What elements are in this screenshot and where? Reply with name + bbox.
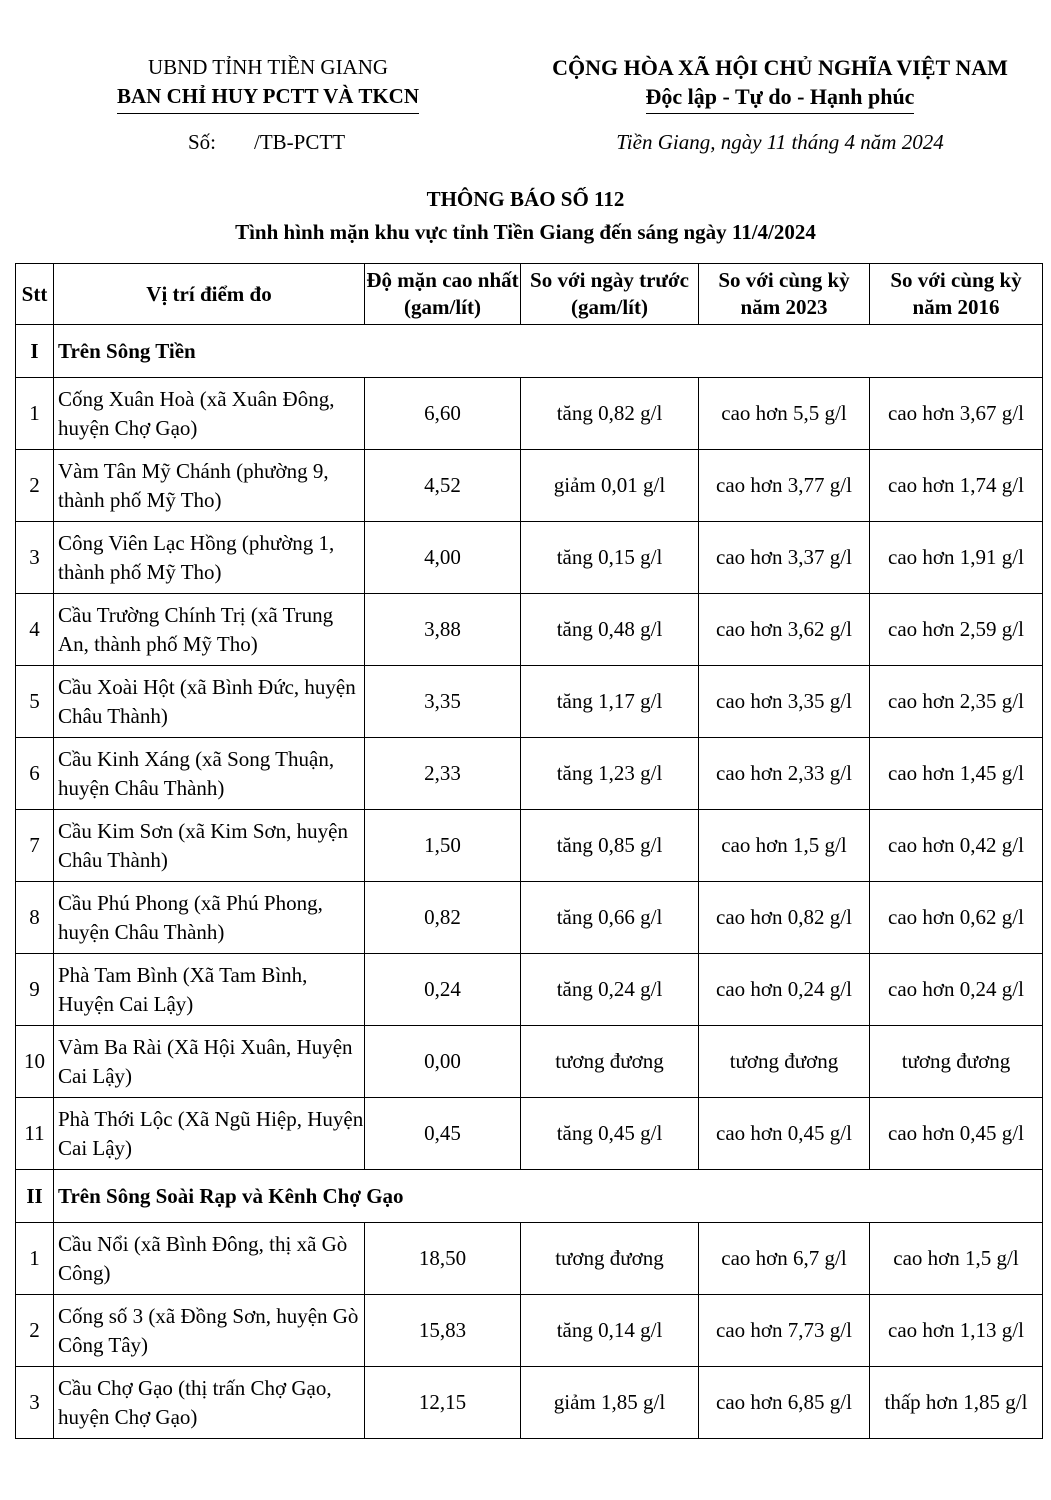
cell-vs-prev-day: tương đương xyxy=(521,1026,699,1098)
table-header-row xyxy=(16,264,1043,325)
cell-stt: 10 xyxy=(16,1026,54,1098)
cell-vs-2016: cao hơn 1,5 g/l xyxy=(870,1223,1043,1295)
cell-vs-2023: cao hơn 7,73 g/l xyxy=(699,1295,870,1367)
document-number xyxy=(188,130,345,155)
cell-location: Công Viên Lạc Hồng (phường 1, thành phố Mỹ Tho) xyxy=(54,522,365,594)
table-row xyxy=(16,1295,1043,1367)
header-location: Vị trí điểm đo xyxy=(54,264,365,325)
cell-stt: 5 xyxy=(16,666,54,738)
cell-stt: 4 xyxy=(16,594,54,666)
cell-vs-2023: cao hơn 1,5 g/l xyxy=(699,810,870,882)
cell-max-salinity: 0,45 xyxy=(365,1098,521,1170)
agency-name: BAN CHỈ HUY PCTT VÀ TKCN xyxy=(117,82,419,114)
cell-vs-2023: cao hơn 5,5 g/l xyxy=(699,378,870,450)
table-row xyxy=(16,738,1043,810)
cell-max-salinity: 15,83 xyxy=(365,1295,521,1367)
cell-location: Vàm Ba Rài (Xã Hội Xuân, Huyện Cai Lậy) xyxy=(54,1026,365,1098)
cell-max-salinity: 18,50 xyxy=(365,1223,521,1295)
table-row xyxy=(16,954,1043,1026)
cell-vs-2016: cao hơn 1,74 g/l xyxy=(870,450,1043,522)
cell-stt: 7 xyxy=(16,810,54,882)
cell-stt: 2 xyxy=(16,1295,54,1367)
cell-location: Vàm Tân Mỹ Chánh (phường 9, thành phố Mỹ Tho) xyxy=(54,450,365,522)
cell-vs-prev-day: tăng 0,48 g/l xyxy=(521,594,699,666)
cell-max-salinity: 12,15 xyxy=(365,1367,521,1439)
table-row xyxy=(16,1367,1043,1439)
cell-vs-prev-day: giảm 0,01 g/l xyxy=(521,450,699,522)
cell-stt: 2 xyxy=(16,450,54,522)
cell-vs-prev-day: tăng 0,15 g/l xyxy=(521,522,699,594)
cell-max-salinity: 0,00 xyxy=(365,1026,521,1098)
cell-vs-2016: cao hơn 2,35 g/l xyxy=(870,666,1043,738)
cell-location: Cầu Kim Sơn (xã Kim Sơn, huyện Châu Thành) xyxy=(54,810,365,882)
header-stt: Stt xyxy=(16,264,54,325)
cell-vs-prev-day: tăng 1,23 g/l xyxy=(521,738,699,810)
cell-vs-prev-day: tăng 0,24 g/l xyxy=(521,954,699,1026)
cell-vs-2023: cao hơn 0,24 g/l xyxy=(699,954,870,1026)
cell-location: Cống Xuân Hoà (xã Xuân Đông, huyện Chợ Gạo) xyxy=(54,378,365,450)
table-row xyxy=(16,450,1043,522)
so-label: Số: xyxy=(188,130,217,154)
cell-vs-2016: cao hơn 0,45 g/l xyxy=(870,1098,1043,1170)
cell-vs-prev-day: tăng 0,45 g/l xyxy=(521,1098,699,1170)
cell-max-salinity: 3,88 xyxy=(365,594,521,666)
cell-vs-2023: cao hơn 6,85 g/l xyxy=(699,1367,870,1439)
motto: Độc lập - Tự do - Hạnh phúc xyxy=(646,82,915,114)
table-row xyxy=(16,666,1043,738)
cell-vs-prev-day: tăng 0,66 g/l xyxy=(521,882,699,954)
cell-location: Cầu Trường Chính Trị (xã Trung An, thành phố Mỹ Tho) xyxy=(54,594,365,666)
national-motto xyxy=(520,53,1040,114)
section-name: Trên Sông Soài Rạp và Kênh Chợ Gạo xyxy=(54,1170,1043,1223)
cell-vs-2023: cao hơn 3,35 g/l xyxy=(699,666,870,738)
subtitle-text: Tình hình mặn khu vực tỉnh Tiền Giang đến sáng ngày 11/4/2024 xyxy=(235,220,816,244)
cell-vs-2023: tương đương xyxy=(699,1026,870,1098)
header-vs-prev-day: So với ngày trước (gam/lít) xyxy=(521,264,699,325)
cell-stt: 1 xyxy=(16,378,54,450)
cell-location: Cống số 3 (xã Đồng Sơn, huyện Gò Công Tây) xyxy=(54,1295,365,1367)
cell-vs-2016: cao hơn 3,67 g/l xyxy=(870,378,1043,450)
salinity-table xyxy=(15,263,1043,1439)
cell-stt: 6 xyxy=(16,738,54,810)
header-vs-2023: So với cùng kỳ năm 2023 xyxy=(699,264,870,325)
cell-stt: 3 xyxy=(16,1367,54,1439)
document-subtitle xyxy=(0,220,1051,245)
table-row xyxy=(16,1026,1043,1098)
table-row xyxy=(16,522,1043,594)
cell-max-salinity: 4,00 xyxy=(365,522,521,594)
cell-location: Cầu Kinh Xáng (xã Song Thuận, huyện Châu Thành) xyxy=(54,738,365,810)
cell-vs-2016: cao hơn 1,91 g/l xyxy=(870,522,1043,594)
table-row xyxy=(16,882,1043,954)
cell-vs-2023: cao hơn 3,77 g/l xyxy=(699,450,870,522)
table-row xyxy=(16,594,1043,666)
table-body xyxy=(16,325,1043,1439)
cell-stt: 11 xyxy=(16,1098,54,1170)
section-number: II xyxy=(16,1170,54,1223)
cell-location: Phà Thới Lộc (Xã Ngũ Hiệp, Huyện Cai Lậy) xyxy=(54,1098,365,1170)
cell-max-salinity: 3,35 xyxy=(365,666,521,738)
section-row xyxy=(16,325,1043,378)
so-value: /TB-PCTT xyxy=(254,130,346,154)
table-row xyxy=(16,1223,1043,1295)
document-title: THÔNG BÁO SỐ 112 xyxy=(426,187,625,211)
cell-max-salinity: 1,50 xyxy=(365,810,521,882)
cell-vs-prev-day: tăng 0,14 g/l xyxy=(521,1295,699,1367)
cell-location: Cầu Xoài Hột (xã Bình Đức, huyện Châu Thành) xyxy=(54,666,365,738)
header-vs-2016: So với cùng kỳ năm 2016 xyxy=(870,264,1043,325)
cell-max-salinity: 0,24 xyxy=(365,954,521,1026)
cell-location: Cầu Chợ Gạo (thị trấn Chợ Gạo, huyện Chợ Gạo) xyxy=(54,1367,365,1439)
cell-max-salinity: 0,82 xyxy=(365,882,521,954)
cell-stt: 1 xyxy=(16,1223,54,1295)
cell-vs-2016: cao hơn 0,62 g/l xyxy=(870,882,1043,954)
cell-vs-2016: cao hơn 0,24 g/l xyxy=(870,954,1043,1026)
cell-stt: 3 xyxy=(16,522,54,594)
section-name: Trên Sông Tiền xyxy=(54,325,1043,378)
cell-stt: 8 xyxy=(16,882,54,954)
header-max-salinity: Độ mặn cao nhất (gam/lít) xyxy=(365,264,521,325)
table-row xyxy=(16,810,1043,882)
cell-vs-2023: cao hơn 0,82 g/l xyxy=(699,882,870,954)
cell-vs-prev-day: tăng 0,82 g/l xyxy=(521,378,699,450)
cell-vs-prev-day: giảm 1,85 g/l xyxy=(521,1367,699,1439)
table-row xyxy=(16,378,1043,450)
cell-vs-2023: cao hơn 6,7 g/l xyxy=(699,1223,870,1295)
section-number: I xyxy=(16,325,54,378)
cell-vs-2016: thấp hơn 1,85 g/l xyxy=(870,1367,1043,1439)
country-name: CỘNG HÒA XÃ HỘI CHỦ NGHĨA VIỆT NAM xyxy=(552,55,1008,80)
cell-vs-2016: tương đương xyxy=(870,1026,1043,1098)
cell-vs-2016: cao hơn 1,13 g/l xyxy=(870,1295,1043,1367)
cell-vs-2016: cao hơn 1,45 g/l xyxy=(870,738,1043,810)
cell-location: Cầu Phú Phong (xã Phú Phong, huyện Châu Thành) xyxy=(54,882,365,954)
table-row xyxy=(16,1098,1043,1170)
cell-vs-prev-day: tương đương xyxy=(521,1223,699,1295)
cell-vs-prev-day: tăng 0,85 g/l xyxy=(521,810,699,882)
document-date: Tiền Giang, ngày 11 tháng 4 năm 2024 xyxy=(616,130,944,154)
section-row xyxy=(16,1170,1043,1223)
cell-vs-2023: cao hơn 0,45 g/l xyxy=(699,1098,870,1170)
cell-vs-2016: cao hơn 0,42 g/l xyxy=(870,810,1043,882)
cell-max-salinity: 2,33 xyxy=(365,738,521,810)
cell-vs-2023: cao hơn 2,33 g/l xyxy=(699,738,870,810)
agency-parent: UBND TỈNH TIỀN GIANG xyxy=(147,55,389,79)
cell-max-salinity: 4,52 xyxy=(365,450,521,522)
cell-location: Cầu Nổi (xã Bình Đông, thị xã Gò Công) xyxy=(54,1223,365,1295)
cell-vs-2023: cao hơn 3,62 g/l xyxy=(699,594,870,666)
cell-stt: 9 xyxy=(16,954,54,1026)
cell-vs-prev-day: tăng 1,17 g/l xyxy=(521,666,699,738)
cell-vs-2016: cao hơn 2,59 g/l xyxy=(870,594,1043,666)
cell-vs-2023: cao hơn 3,37 g/l xyxy=(699,522,870,594)
cell-max-salinity: 6,60 xyxy=(365,378,521,450)
cell-location: Phà Tam Bình (Xã Tam Bình, Huyện Cai Lậy) xyxy=(54,954,365,1026)
issuing-agency xyxy=(88,53,448,114)
